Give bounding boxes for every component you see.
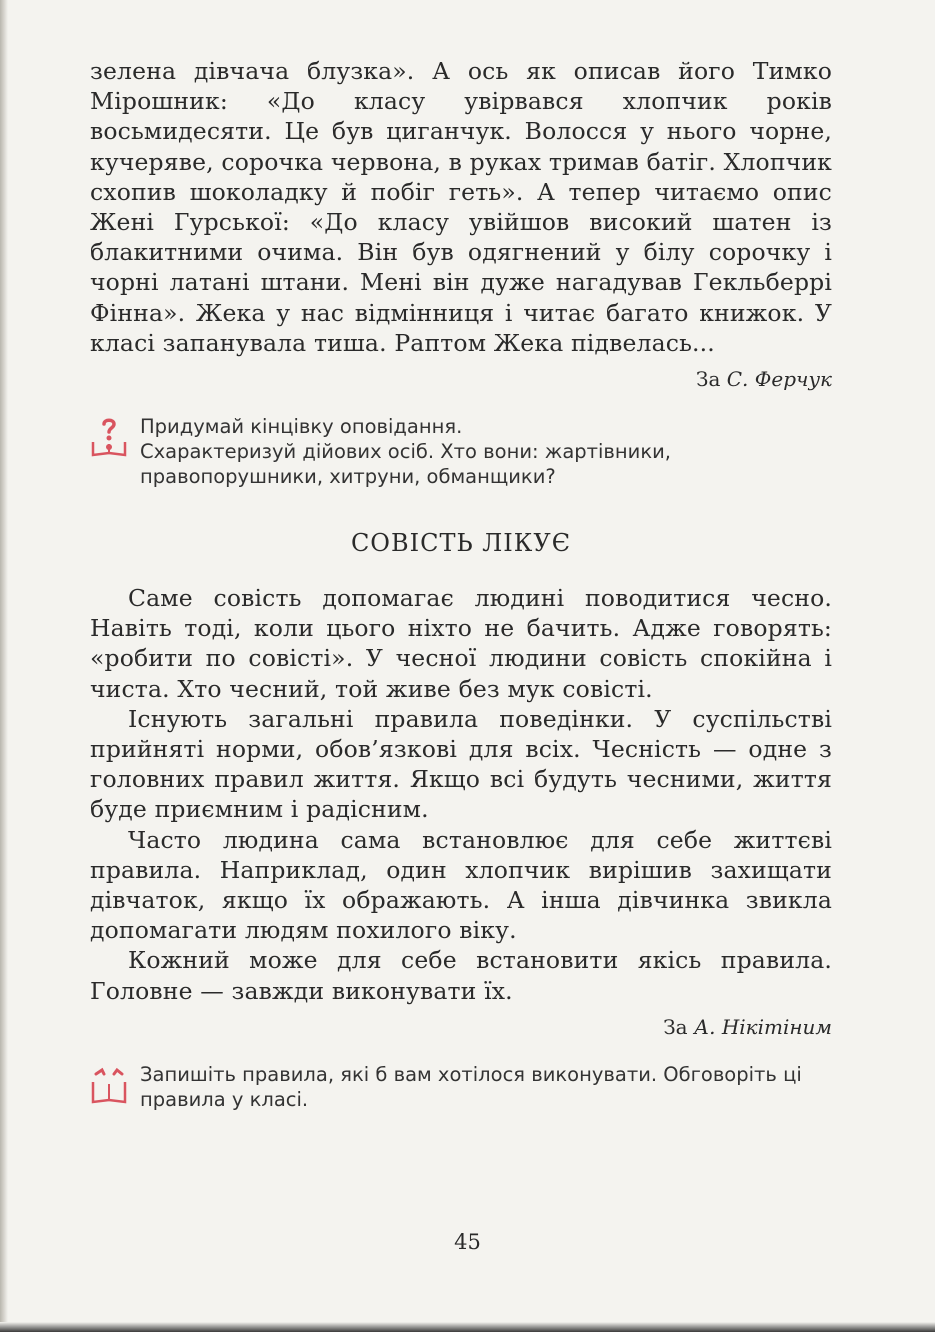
task1-line1: Придумай кінцівку оповідання. bbox=[140, 415, 463, 439]
thinking-book-icon bbox=[90, 418, 128, 458]
story2-paragraph-3: Часто людина сама встановлює для себе життєві правила. Наприклад, один хлопчик вирішив захищати дівчаток, якщо їх ображають. А інша дівчинка звикла допомагати людям похилого віку. bbox=[90, 825, 832, 945]
attribution-author: А. Нікітіним bbox=[693, 1014, 832, 1039]
story1-attribution bbox=[90, 366, 832, 392]
attribution-prefix: За bbox=[663, 1014, 688, 1039]
task2-text: Запишіть правила, які б вам хотілося виконувати. Обговоріть ці правила у класі. bbox=[140, 1062, 802, 1111]
story2-paragraph-1: Саме совість допомагає людині поводитися чесно. Навіть тоді, коли цього ніхто не бачить. Адже говорять: «робити по совісті». У чесної людини совість спокійна і чиста. Хто чесний, той живе без мук совісті. bbox=[90, 584, 832, 703]
page-content bbox=[90, 56, 832, 1112]
page-number: 45 bbox=[454, 1230, 481, 1254]
story2-paragraph-4: Кожний може для себе встановити якісь правила. Головне — завжди виконувати їх. bbox=[90, 946, 832, 1005]
story2-title: СОВІСТЬ ЛІКУЄ bbox=[350, 529, 572, 558]
open-book-icon bbox=[90, 1066, 128, 1106]
attribution-prefix: За bbox=[696, 367, 721, 392]
task1-block bbox=[90, 414, 832, 489]
task2-block bbox=[90, 1062, 832, 1112]
page-bottom-edge bbox=[0, 1322, 935, 1332]
page-binding-edge bbox=[0, 0, 8, 1332]
story2-attribution bbox=[90, 1014, 832, 1040]
story2-paragraph-2: Існують загальні правила поведінки. У суспільстві прийняті норми, обов’язкові для всіх. Чесність — одне з головних правил життя. Якщо всі будуть чесними, життя буде приємним і радісним. bbox=[90, 704, 832, 824]
task1-line2: Схарактеризуй дійових осіб. Хто вони: жартівники, правопорушники, хитруни, обманщики? bbox=[140, 440, 671, 489]
attribution-author: С. Ферчук bbox=[726, 367, 832, 392]
story1-paragraph: зелена дівчача блузка». А ось як описав його Тимко Мірошник: «До класу увірвався хлопчик років восьмидесяти. Це був циганчук. Волосся у нього чорне, кучеряве, сорочка червона, в руках тримав батіг. Хлопчик схопив шоколадку й побіг геть». А тепер читаємо опис Жені Гурської: «До класу увійшов високий шатен із блакитними очима. Він був одягнений у білу сорочку і чорні латані штани. Мені він дуже нагадував Гекльберрі Фінна». Жека у нас відмінниця і читає багато книжок. У класі запанувала тиша. Раптом Жека підвелась... bbox=[90, 57, 832, 357]
